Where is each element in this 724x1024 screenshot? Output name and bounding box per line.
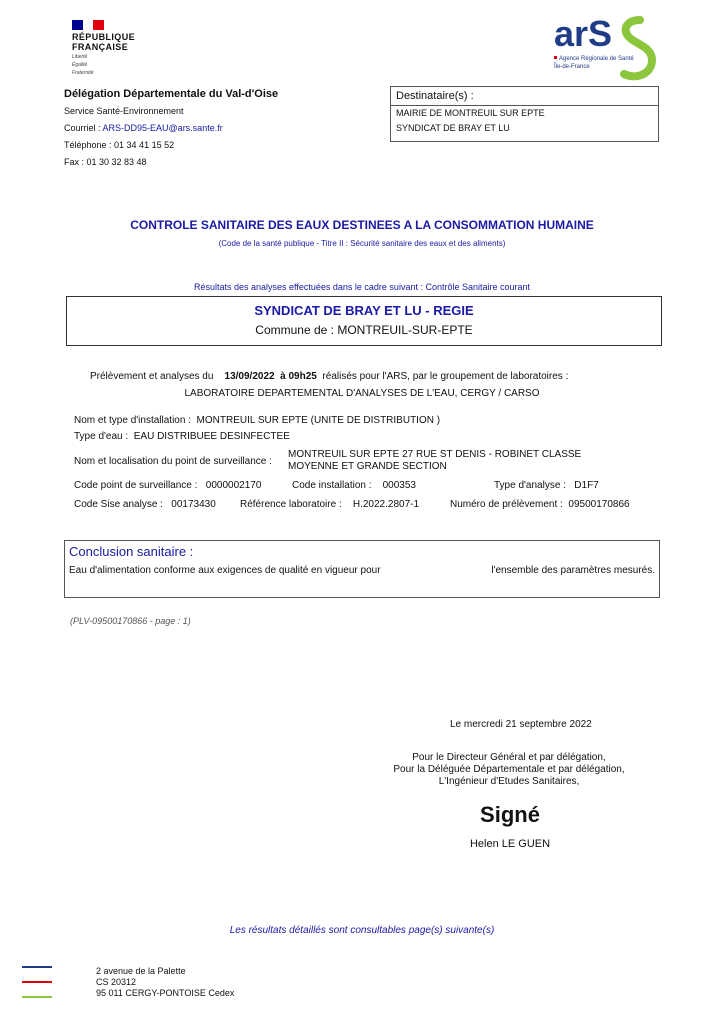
code-install-label: Code installation : bbox=[292, 480, 372, 491]
delegation-line-1: Pour le Directeur Général et par délégation, bbox=[412, 752, 606, 763]
delegation-line-3: L'Ingénieur d'Etudes Sanitaires, bbox=[438, 776, 580, 787]
point-value-line-1: MONTREUIL SUR EPTE 27 RUE ST DENIS - ROBINET CLASSE bbox=[288, 449, 582, 460]
sampling-time: à 09h25 bbox=[280, 371, 317, 382]
sise-value: 00173430 bbox=[171, 499, 216, 510]
address-line-2: CS 20312 bbox=[96, 977, 137, 987]
conclusion-box bbox=[64, 540, 660, 598]
code-point-label: Code point de surveillance : bbox=[74, 480, 198, 491]
signature-date: Le mercredi 21 septembre 2022 bbox=[450, 719, 592, 730]
sample-no-value: 09500170866 bbox=[568, 499, 630, 510]
signed-mark: Signé bbox=[480, 802, 540, 827]
recipient-line: MAIRIE DE MONTREUIL SUR EPTE bbox=[396, 108, 545, 118]
sample-no-label: Numéro de prélèvement : bbox=[450, 499, 563, 510]
page-reference: (PLV-09500170866 - page : 1) bbox=[70, 616, 191, 626]
code-install-value: 000353 bbox=[382, 480, 416, 491]
rf-title-line-2: FRANÇAISE bbox=[72, 42, 129, 52]
analysis-type-row bbox=[494, 480, 599, 491]
ars-logo-graphic bbox=[536, 12, 666, 84]
laboratory-name: LABORATOIRE DEPARTEMENTAL D'ANALYSES DE L'EAU, CERGY / CARSO bbox=[184, 388, 540, 399]
address-line-3: 95 011 CERGY-PONTOISE Cedex bbox=[96, 988, 235, 998]
conclusion-header: Conclusion sanitaire : bbox=[69, 544, 194, 559]
lab-ref-value: H.2022.2807-1 bbox=[352, 499, 420, 510]
fax-line: Fax : 01 30 32 83 48 bbox=[64, 157, 147, 167]
conclusion-text-part-1: Eau d'alimentation conforme aux exigences de qualité en vigueur pour bbox=[69, 565, 381, 576]
sampling-suffix: réalisés pour l'ARS, par le groupement de laboratoires : bbox=[322, 371, 569, 382]
ars-caption-bullet-icon bbox=[554, 56, 557, 59]
rf-motto-2: Égalité bbox=[72, 62, 88, 68]
point-value-line-2: MOYENNE ET GRANDE SECTION bbox=[288, 461, 447, 472]
rf-motto-1: Liberté bbox=[72, 54, 88, 60]
ars-s-swoosh-icon bbox=[624, 20, 652, 76]
service-name: Service Santé-Environnement bbox=[64, 106, 184, 116]
code-install-row bbox=[292, 480, 416, 491]
water-type-value: EAU DISTRIBUEE DESINFECTEE bbox=[133, 431, 290, 442]
analysis-type-value: D1F7 bbox=[574, 480, 599, 491]
document-subtitle: (Code de la santé publique - Titre II : Sécurité sanitaire des eaux et des aliments) bbox=[218, 239, 506, 248]
lab-ref-row bbox=[240, 499, 419, 510]
french-flag-icon bbox=[72, 20, 104, 30]
footer-blue-bar bbox=[22, 966, 52, 968]
installation-label: Nom et type d'installation : bbox=[74, 415, 191, 426]
email-label: Courriel : bbox=[64, 123, 101, 133]
water-type-label: Type d'eau : bbox=[74, 431, 129, 442]
department-name: Délégation Départementale du Val-d'Oise bbox=[64, 88, 279, 100]
rf-motto-3: Fraternité bbox=[72, 70, 94, 76]
ars-letters: arS bbox=[554, 13, 613, 54]
sample-no-row bbox=[450, 499, 630, 510]
water-type-row bbox=[74, 431, 290, 442]
entity-commune: Commune de : MONTREUIL-SUR-EPTE bbox=[255, 323, 473, 337]
sampling-line bbox=[90, 371, 568, 382]
delegation-line-2: Pour la Déléguée Départementale et par délégation, bbox=[393, 764, 625, 775]
detailed-results-note: Les résultats détaillés sont consultables page(s) suivante(s) bbox=[229, 925, 495, 936]
conclusion-text-part-2: l'ensemble des paramètres mesurés. bbox=[491, 565, 655, 576]
republique-francaise-logo bbox=[72, 20, 162, 76]
ars-caption-2: Île-de-France bbox=[554, 64, 590, 70]
code-point-row bbox=[74, 480, 261, 491]
installation-value: MONTREUIL SUR EPTE (UNITE DE DISTRIBUTION ) bbox=[196, 415, 441, 426]
email-line bbox=[64, 120, 278, 137]
entity-name: SYNDICAT DE BRAY ET LU - REGIE bbox=[254, 303, 474, 318]
delegation-block bbox=[370, 752, 648, 788]
conclusion-text bbox=[65, 562, 659, 579]
sender-block bbox=[64, 86, 278, 171]
recipient-line: SYNDICAT DE BRAY ET LU bbox=[396, 123, 510, 133]
lab-ref-label: Référence laboratoire : bbox=[240, 499, 342, 510]
sampling-prefix: Prélèvement et analyses du bbox=[90, 371, 214, 382]
sise-label: Code Sise analyse : bbox=[74, 499, 163, 510]
address-line-1: 2 avenue de la Palette bbox=[96, 966, 186, 976]
entity-box bbox=[66, 296, 662, 346]
analysis-context: Résultats des analyses effectuées dans le cadre suivant : Contrôle Sanitaire courant bbox=[193, 282, 531, 292]
code-point-value: 0000002170 bbox=[205, 480, 262, 491]
footer-color-bars bbox=[22, 966, 52, 1011]
document-title: CONTROLE SANITAIRE DES EAUX DESTINEES A LA CONSOMMATION HUMAINE bbox=[130, 218, 594, 232]
rf-title-line-1: RÉPUBLIQUE bbox=[72, 32, 136, 42]
recipients-box bbox=[390, 86, 659, 142]
point-label: Nom et localisation du point de surveillance : bbox=[74, 456, 272, 467]
phone-line: Téléphone : 01 34 41 15 52 bbox=[64, 140, 175, 150]
footer-address bbox=[96, 966, 234, 999]
ars-logo bbox=[536, 12, 666, 84]
footer-red-bar bbox=[22, 981, 52, 983]
footer-green-bar bbox=[22, 996, 52, 998]
installation-row bbox=[74, 415, 440, 426]
recipients-header: Destinataire(s) : bbox=[391, 87, 658, 106]
ars-caption-1: Agence Régionale de Santé bbox=[559, 56, 634, 62]
signer-name: Helen LE GUEN bbox=[469, 838, 551, 850]
analysis-type-label: Type d'analyse : bbox=[494, 480, 566, 491]
sise-row bbox=[74, 499, 216, 510]
sampling-date: 13/09/2022 bbox=[224, 371, 275, 382]
email-link[interactable]: ARS-DD95-EAU@ars.sante.fr bbox=[102, 123, 223, 133]
